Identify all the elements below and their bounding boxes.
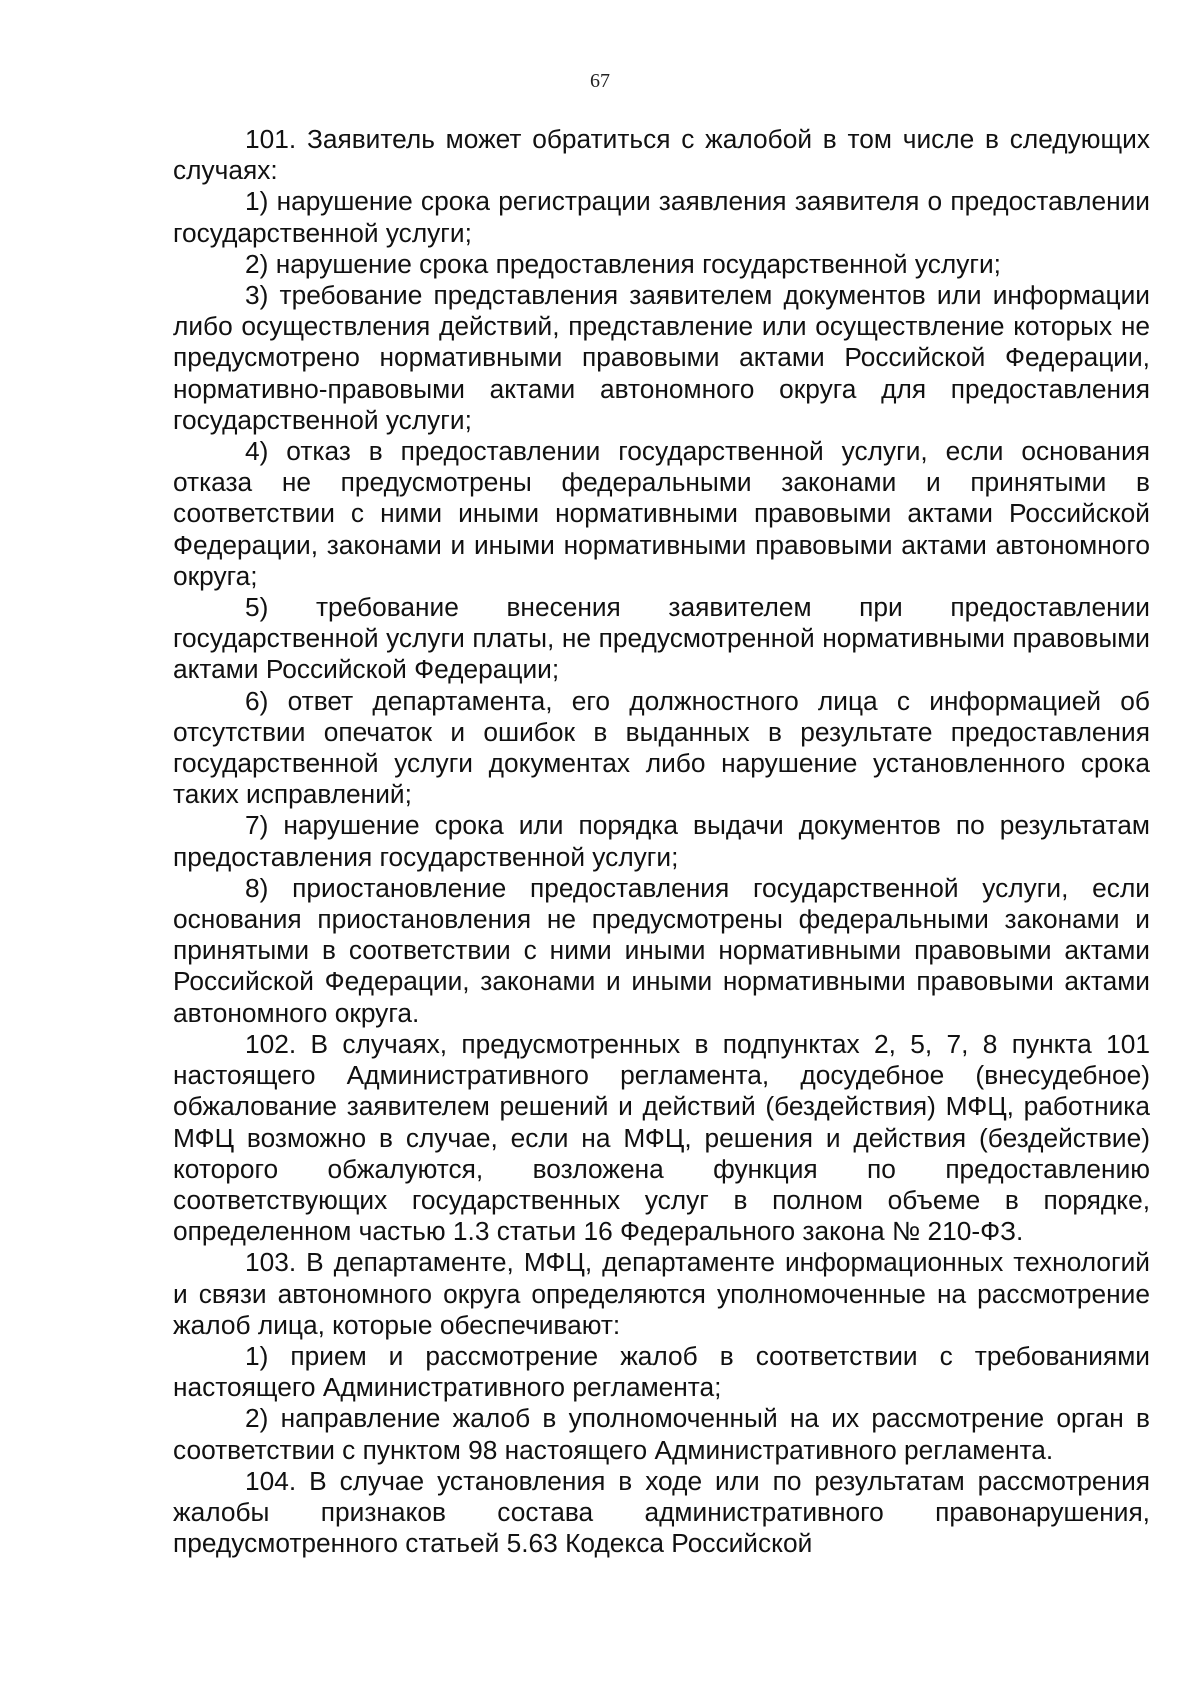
paragraph-103: 103. В департаменте, МФЦ, департаменте информационных технологий и связи автономного округа определяются уполномоченные на рассмотрение жалоб лица, которые обеспечивают:	[173, 1247, 1150, 1340]
paragraph-101-item-1: 1) нарушение срока регистрации заявления заявителя о предоставлении государственной услуги;	[173, 186, 1150, 248]
paragraph-101: 101. Заявитель может обратиться с жалобой в том числе в следующих случаях:	[173, 124, 1150, 186]
paragraph-101-item-3: 3) требование представления заявителем документов или информации либо осуществления действий, представление или осуществление которых не предусмотрено нормативными правовыми актами Российской Федерации, нормативно-правовыми актами автономного округа для предоставления государственной услуги;	[173, 280, 1150, 435]
paragraph-103-item-2: 2) направление жалоб в уполномоченный на их рассмотрение орган в соответствии с пунктом 98 настоящего Административного регламента.	[173, 1403, 1150, 1465]
paragraph-101-item-6: 6) ответ департамента, его должностного лица с информацией об отсутствии опечаток и ошибок в выданных в результате предоставления государственной услуги документах либо нарушение установленного срока таких исправлений;	[173, 685, 1150, 810]
paragraph-101-item-4: 4) отказ в предоставлении государственной услуги, если основания отказа не предусмотрены федеральными законами и принятыми в соответствии с ними иными нормативными правовыми актами Российской Федерации, законами и иными нормативными правовыми актами автономного округа;	[173, 436, 1150, 591]
paragraph-104: 104. В случае установления в ходе или по результатам рассмотрения жалобы признаков состава административного правонарушения, предусмотренного статьей 5.63 Кодекса Российской	[173, 1465, 1150, 1559]
paragraph-101-item-7: 7) нарушение срока или порядка выдачи документов по результатам предоставления государственной услуги;	[173, 810, 1150, 872]
paragraph-101-item-8: 8) приостановление предоставления государственной услуги, если основания приостановления не предусмотрены федеральными законами и принятыми в соответствии с ними иными нормативными правовыми актами Российской Федерации, законами и иными нормативными правовыми актами автономного округа.	[173, 872, 1150, 1028]
paragraph-102: 102. В случаях, предусмотренных в подпунктах 2, 5, 7, 8 пункта 101 настоящего Административного регламента, досудебное (внесудебное) обжалование заявителем решений и действий (бездействия) МФЦ, работника МФЦ возможно в случае, если на МФЦ, решения и действия (бездействие) которого обжалуются, возложена функция по предоставлению соответствующих государственных услуг в полном объеме в порядке, определенном частью 1.3 статьи 16 Федерального закона № 210-ФЗ.	[173, 1028, 1150, 1247]
paragraph-101-item-5: 5) требование внесения заявителем при предоставлении государственной услуги платы, не предусмотренной нормативными правовыми актами Российской Федерации;	[173, 592, 1150, 685]
page-number: 67	[590, 70, 610, 92]
document-body	[173, 124, 1150, 1559]
paragraph-103-item-1: 1) прием и рассмотрение жалоб в соответствии с требованиями настоящего Административного регламента;	[173, 1340, 1150, 1403]
paragraph-101-item-2: 2) нарушение срока предоставления государственной услуги;	[245, 248, 1001, 279]
